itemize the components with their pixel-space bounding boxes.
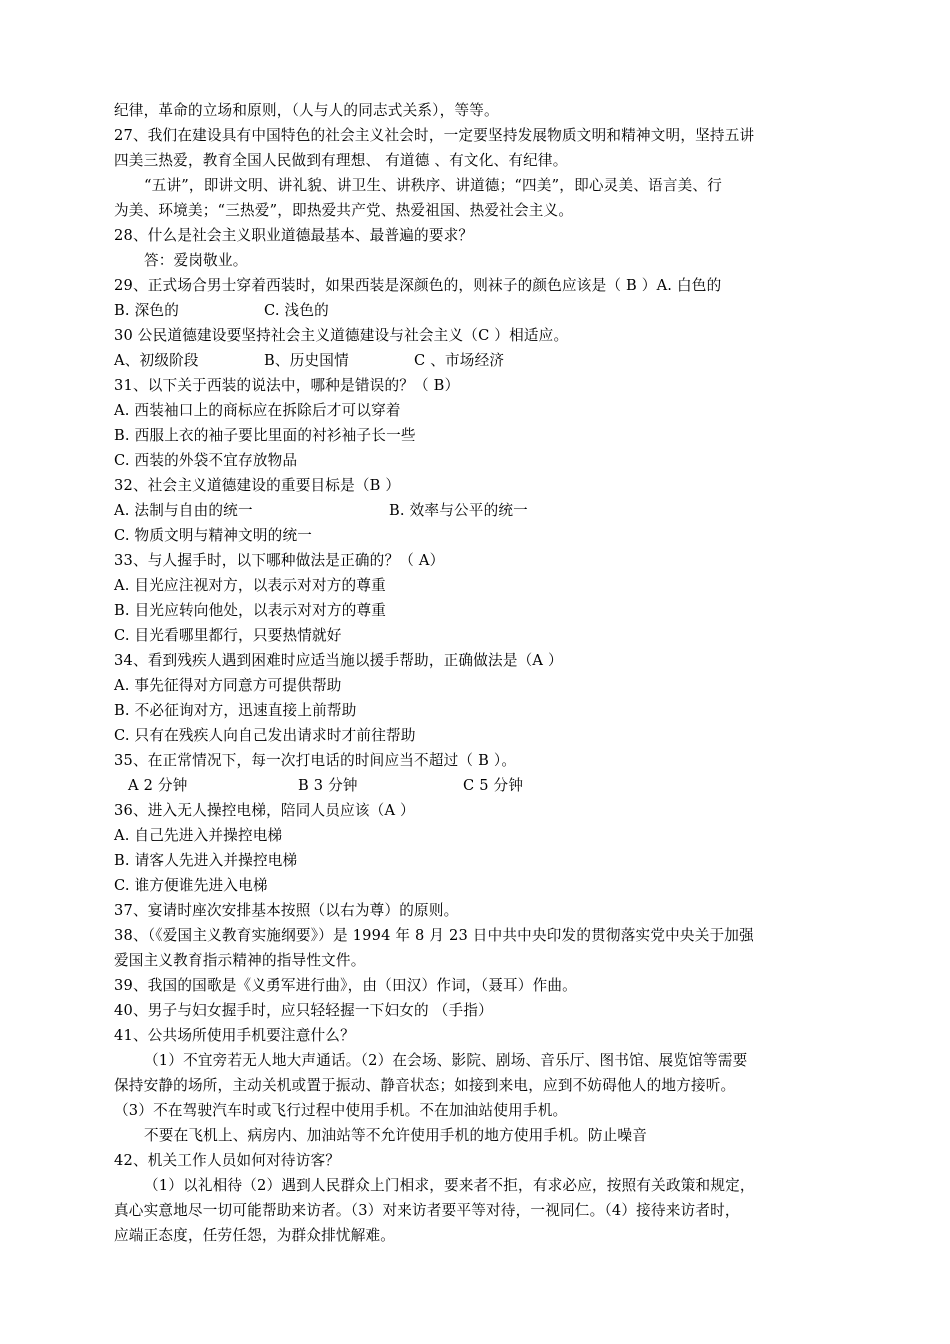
options-29	[114, 298, 844, 323]
option-a: A、初级阶段	[114, 352, 199, 369]
question-40: 40、男子与妇女握手时，应只轻轻握一下妇女的 （手指）	[114, 1002, 493, 1019]
question-27: 27、我们在建设具有中国特色的社会主义社会时，一定要坚持发展物质文明和精神文明，坚持五讲	[114, 127, 755, 144]
text-line: “五讲”，即讲文明、讲礼貌、讲卫生、讲秩序、讲道德；“四美”，即心灵美、语言美、行	[144, 177, 723, 194]
text-line: 爱国主义教育指示精神的指导性文件。	[114, 952, 366, 969]
option-a: A. 西装袖口上的商标应在拆除后才可以穿着	[114, 402, 401, 419]
question-34: 34、看到残疾人遇到困难时应适当施以援手帮助，正确做法是（A ）	[114, 652, 563, 669]
question-36: 36、进入无人操控电梯，陪同人员应该（A ）	[114, 802, 415, 819]
option-b: B. 深色的	[114, 302, 179, 319]
text-line: 四美三热爱，教育全国人民做到有理想、 有道德 、有文化、有纪律。	[114, 152, 568, 169]
option-c: C. 谁方便谁先进入电梯	[114, 877, 268, 894]
text-line: 不要在飞机上、病房内、加油站等不允许使用手机的地方使用手机。防止噪音	[144, 1127, 647, 1144]
question-35: 35、在正常情况下，每一次打电话的时间应当不超过（ B ）。	[114, 752, 517, 769]
options-30	[114, 348, 844, 373]
text-line: 保持安静的场所，主动关机或置于振动、静音状态；如接到来电，应到不妨碍他人的地方接听。	[114, 1077, 736, 1094]
answer-28: 答：爱岗敬业。	[144, 252, 248, 269]
option-b: B. 效率与公平的统一	[389, 502, 528, 519]
option-c: C. 只有在残疾人向自己发出请求时才前往帮助	[114, 727, 416, 744]
question-28: 28、什么是社会主义职业道德最基本、最普遍的要求？	[114, 227, 474, 244]
text-line: 应端正态度，任劳任怨，为群众排忧解难。	[114, 1227, 396, 1244]
option-b: B、历史国情	[264, 352, 349, 369]
options-32	[114, 498, 844, 523]
document-page	[114, 98, 844, 1248]
question-33: 33、与人握手时，以下哪种做法是正确的？（ A）	[114, 552, 445, 569]
option-c: C 5 分钟	[463, 777, 524, 794]
option-b: B 3 分钟	[298, 777, 358, 794]
option-b: B. 目光应转向他处，以表示对对方的尊重	[114, 602, 387, 619]
question-42: 42、机关工作人员如何对待访客？	[114, 1152, 341, 1169]
text-line: 真心实意地尽一切可能帮助来访者。（3）对来访者要平等对待，一视同仁。（4）接待来访者时，	[114, 1202, 740, 1219]
question-37: 37、宴请时座次安排基本按照（以右为尊）的原则。	[114, 902, 459, 919]
question-41: 41、公共场所使用手机要注意什么？	[114, 1027, 355, 1044]
text-line: 为美、环境美；“三热爱”，即热爱共产党、热爱祖国、热爱社会主义。	[114, 202, 574, 219]
answer-41: （1）不宜旁若无人地大声通话。（2）在会场、影院、剧场、音乐厅、图书馆、展览馆等需要	[144, 1052, 748, 1069]
text-line: （3）不在驾驶汽车时或飞行过程中使用手机。不在加油站使用手机。	[114, 1102, 568, 1119]
option-c: C. 物质文明与精神文明的统一	[114, 527, 313, 544]
option-b: B. 请客人先进入并操控电梯	[114, 852, 298, 869]
question-32: 32、社会主义道德建设的重要目标是（B ）	[114, 477, 401, 494]
option-c: C 、市场经济	[414, 352, 505, 369]
question-31: 31、以下关于西装的说法中，哪种是错误的？（ B）	[114, 377, 460, 394]
question-29: 29、正式场合男士穿着西装时，如果西装是深颜色的，则袜子的颜色应该是（ B ）A. 白色的	[114, 277, 722, 294]
options-35	[114, 773, 844, 798]
answer-42: （1）以礼相待（2）遇到人民群众上门相求，要来者不拒，有求必应，按照有关政策和规定，	[144, 1177, 755, 1194]
option-a: A 2 分钟	[128, 777, 188, 794]
option-b: B. 不必征询对方，迅速直接上前帮助	[114, 702, 357, 719]
option-c: C. 浅色的	[264, 302, 329, 319]
option-a: A. 目光应注视对方，以表示对对方的尊重	[114, 577, 386, 594]
option-a: A. 自己先进入并操控电梯	[114, 827, 283, 844]
question-30: 30 公民道德建设要坚持社会主义道德建设与社会主义（C ）相适应。	[114, 327, 569, 344]
question-38: 38、（《爱国主义教育实施纲要》）是 1994 年 8 月 23 日中共中央印发的贯彻落实党中央关于加强	[114, 927, 754, 944]
question-39: 39、我国的国歌是《义勇军进行曲》，由（田汉）作词，（聂耳）作曲。	[114, 977, 577, 994]
option-b: B. 西服上衣的袖子要比里面的衬衫袖子长一些	[114, 427, 416, 444]
option-a: A. 法制与自由的统一	[114, 502, 253, 519]
option-c: C. 西装的外袋不宜存放物品	[114, 452, 298, 469]
option-c: C. 目光看哪里都行，只要热情就好	[114, 627, 342, 644]
text-line: 纪律，革命的立场和原则，（人与人的同志式关系），等等。	[114, 102, 499, 119]
option-a: A. 事先征得对方同意方可提供帮助	[114, 677, 342, 694]
